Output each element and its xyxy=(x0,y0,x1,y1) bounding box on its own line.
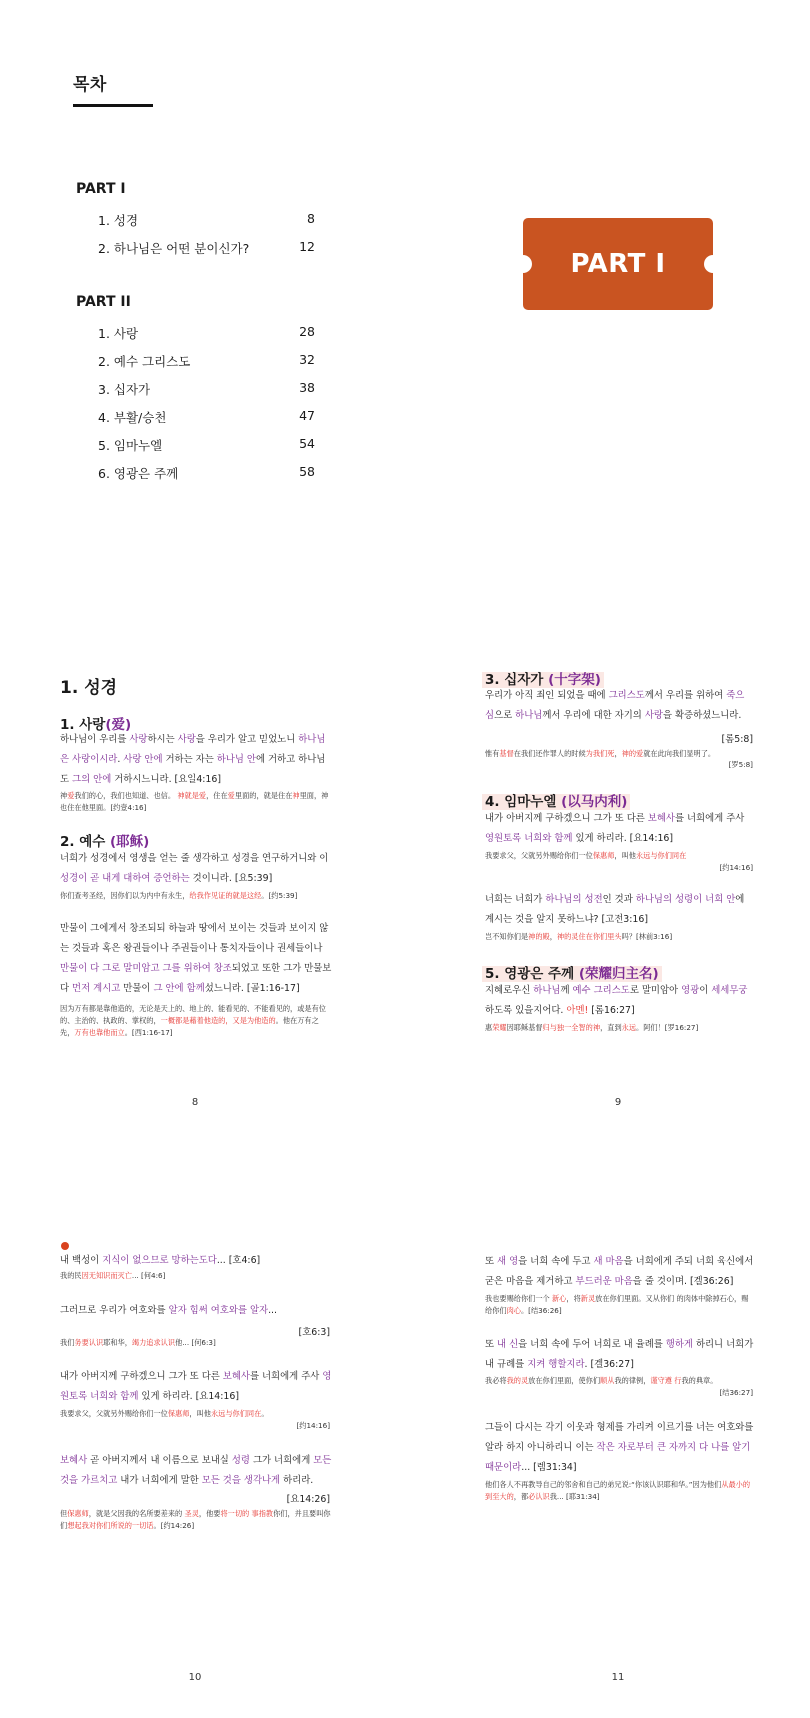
verse-korean: 너희가 성경에서 영생을 얻는 줄 생각하고 성경을 연구하거니와 이 성경이 곧 내게 대하여 증언하는 것이니라. [요5:39] xyxy=(60,853,329,884)
verse-reference: [约14:16] xyxy=(296,1421,330,1430)
verse-korean: 우리가 아직 죄인 되었을 때에 그리스도께서 우리를 위하여 죽으심으로 하나님께서 우리에 대한 자기의 사랑을 확증하셨느니라. xyxy=(485,690,745,721)
section-title-cross: 3. 십자가 (十字架) xyxy=(482,668,604,688)
verse-reference: [호6:3] xyxy=(298,1327,330,1338)
verse-chinese: 我也要赐给你们一个 新心，将新灵放在你们里面。又从你们 的肉体中除掉石心，赐给你们肉心。[结36:26] xyxy=(485,1294,749,1315)
toc-entry-label[interactable]: 2. 하나님은 어떤 분이신가? xyxy=(98,241,250,256)
toc-entry-page: 32 xyxy=(299,352,315,367)
section-title-immanuel: 4. 임마누엘 (以马内利) xyxy=(482,790,630,810)
part-ticket-banner xyxy=(523,218,713,310)
toc-title-underline xyxy=(73,104,153,107)
verse-chinese: 我的民因无知识而灭亡... [何4:6] xyxy=(60,1271,166,1280)
verse-chinese: 我要求父，父就另外赐给你们一位保惠师，叫他永远与你们同在。 xyxy=(60,1409,269,1418)
verse-korean: 보혜사 곧 아버지께서 내 이름으로 보내실 성령 그가 너희에게 모든 것을 가르치고 내가 너희에게 말한 모든 것을 생각나게 하리라. xyxy=(60,1455,332,1486)
toc-entry-page: 38 xyxy=(299,380,315,395)
verse-korean: 그러므로 우리가 여호와를 알자 힘써 여호와를 알자... xyxy=(60,1305,278,1316)
toc-entry-page: 54 xyxy=(299,436,315,451)
verse-chinese: 我们务要认识耶和华，竭力追求认识他... [何6:3] xyxy=(60,1338,216,1347)
verse-reference: [요14:26] xyxy=(286,1494,330,1505)
toc-title: 목차 xyxy=(73,75,107,95)
toc-entry-label[interactable]: 3. 십자가 xyxy=(98,382,151,397)
page-number: 10 xyxy=(188,1672,202,1683)
verse-korean: 또 내 신을 너희 속에 두어 너희로 내 율례를 행하게 하리니 너희가 내 규례를 지켜 행할지라. [겔36:27] xyxy=(485,1339,754,1370)
section-title-love: 1. 사랑(爱) xyxy=(60,717,132,733)
toc-entry-label[interactable]: 1. 사랑 xyxy=(98,326,139,341)
verse-korean: 또 새 영을 너희 속에 두고 새 마음을 너희에게 주되 너희 육신에서 굳은 마음을 제거하고 부드러운 마음을 줄 것이며. [겔36:26] xyxy=(485,1256,754,1287)
verse-reference: [롬5:8] xyxy=(721,734,753,745)
section-title-glory: 5. 영광은 주께 (荣耀归主名) xyxy=(482,962,662,982)
toc-entry-page: 58 xyxy=(299,464,315,479)
page-number: 11 xyxy=(611,1672,625,1683)
verse-chinese: 因为万有都是靠他造的，无论是天上的、地上的、能看见的、不能看见的，或是有位的、主治的、执政的、掌权的，一概都是藉着他造的，又是为他造的。他在万有之先，万有也靠他而立。[西1:16-17] xyxy=(60,1004,326,1037)
toc-entry-label[interactable]: 4. 부활/승천 xyxy=(98,410,167,425)
verse-chinese: 你们查考圣经，因你们以为内中有永生，给我作见证的就是这经。[约5:39] xyxy=(60,891,298,900)
page-number: 9 xyxy=(614,1097,622,1108)
toc-entry-label[interactable]: 6. 영광은 주께 xyxy=(98,466,179,481)
toc-entry-label[interactable]: 1. 성경 xyxy=(98,213,139,228)
chapter-title: 1. 성경 xyxy=(60,678,118,698)
verse-chinese: 惟有基督在我们还作罪人的时候为我们死，神的爱就在此向我们显明了。 xyxy=(485,749,716,758)
toc-entry-page: 8 xyxy=(307,211,315,226)
verse-reference: [结36:27] xyxy=(719,1388,753,1397)
verse-reference: [罗5:8] xyxy=(728,760,753,769)
toc-part1-heading: PART I xyxy=(76,181,126,197)
page-number: 8 xyxy=(191,1097,199,1108)
verse-reference: [约14:16] xyxy=(719,863,753,872)
verse-chinese: 神爱我们的心，我们也知道、也信。 神就是爱，住在爱里面的，就是住在神里面，神也住在他里面。[约壹4:16] xyxy=(60,791,329,812)
toc-entry-page: 28 xyxy=(299,324,315,339)
verse-chinese: 我必将我的灵放在你们里面，使你们顺从我的律例，谨守遵 行我的典章。 xyxy=(485,1376,718,1385)
verse-chinese: 他们各人不再教导自己的邻舍和自己的弟兄说:“你该认识耶和华。”因为他们从最小的到至大的，都必认识我... [耶31:34] xyxy=(485,1480,751,1501)
verse-korean: 내가 아버지께 구하겠으니 그가 또 다른 보혜사를 너희에게 주사 영원토록 너희와 함께 있게 하리라. [요14:16] xyxy=(485,813,745,844)
verse-chinese: 惠荣耀因耶稣基督归与独一全智的神，直到永远。阿们！[罗16:27] xyxy=(485,1023,699,1032)
toc-entry-label[interactable]: 2. 예수 그리스도 xyxy=(98,354,191,369)
toc-entry-page: 47 xyxy=(299,408,315,423)
verse-korean: 내가 아버지께 구하겠으니 그가 또 다른 보혜사를 너희에게 주사 영원토록 너희와 함께 있게 하리라. [요14:16] xyxy=(60,1371,332,1402)
verse-chinese: 我要求父，父就另外赐给你们一位保惠师，叫他永远与你们同在 xyxy=(485,851,687,860)
verse-korean: 하나님이 우리를 사랑하시는 사랑을 우리가 알고 믿었노니 하나님은 사랑이시라. 사랑 안에 거하는 자는 하나님 안에 거하고 하나님도 그의 안에 거하시느니라. [요일4:16] xyxy=(60,734,326,785)
ticket-label: PART I xyxy=(570,249,666,279)
toc-entry-label[interactable]: 5. 임마누엘 xyxy=(98,438,163,453)
verse-korean: 만물이 그에게서 창조되되 하늘과 땅에서 보이는 것들과 보이지 않는 것들과 혹은 왕권들이나 주권들이나 통치자들이나 권세들이나 만물이 다 그로 말미암고 그를 위하여 창조되었고 또한 그가 만물보다 먼저 계시고 만물이 그 안에 함께섰느니라. [골1:16-17] xyxy=(60,923,332,994)
verse-korean: 너희는 너희가 하나님의 성전인 것과 하나님의 성령이 너희 안에 계시는 것을 알지 못하느냐? [고전3:16] xyxy=(485,894,745,925)
bullet-dot xyxy=(61,1242,69,1250)
verse-chinese: 岂不知你们是神的殿，神的灵住在你们里头吗？[林前3:16] xyxy=(485,932,673,941)
ticket-notch-right xyxy=(704,255,722,273)
section-title-jesus: 2. 예수 (耶稣) xyxy=(60,834,150,850)
verse-korean: 지혜로우신 하나님께 예수 그리스도로 말미암아 영광이 세세무궁하도록 있을지어다. 아멘! [롬16:27] xyxy=(485,985,748,1016)
verse-korean: 그들이 다시는 각기 이웃과 형제를 가리켜 이르기를 너는 여호와를 알라 하지 아니하리니 이는 작은 자로부터 큰 자까지 다 나를 알기 때문이라... [렘31:34] xyxy=(485,1422,754,1473)
toc-entry-page: 12 xyxy=(299,239,315,254)
ticket-notch-left xyxy=(514,255,532,273)
verse-korean: 내 백성이 지식이 없으므로 망하는도다... [호4:6] xyxy=(60,1255,261,1266)
toc-part2-heading: PART II xyxy=(76,294,131,310)
verse-chinese: 但保惠师，就是父因我的名所要差来的 圣灵，他要将一切的 事指教你们，并且要叫你们想起我对你们所说的一切话。[约14:26] xyxy=(60,1509,331,1530)
